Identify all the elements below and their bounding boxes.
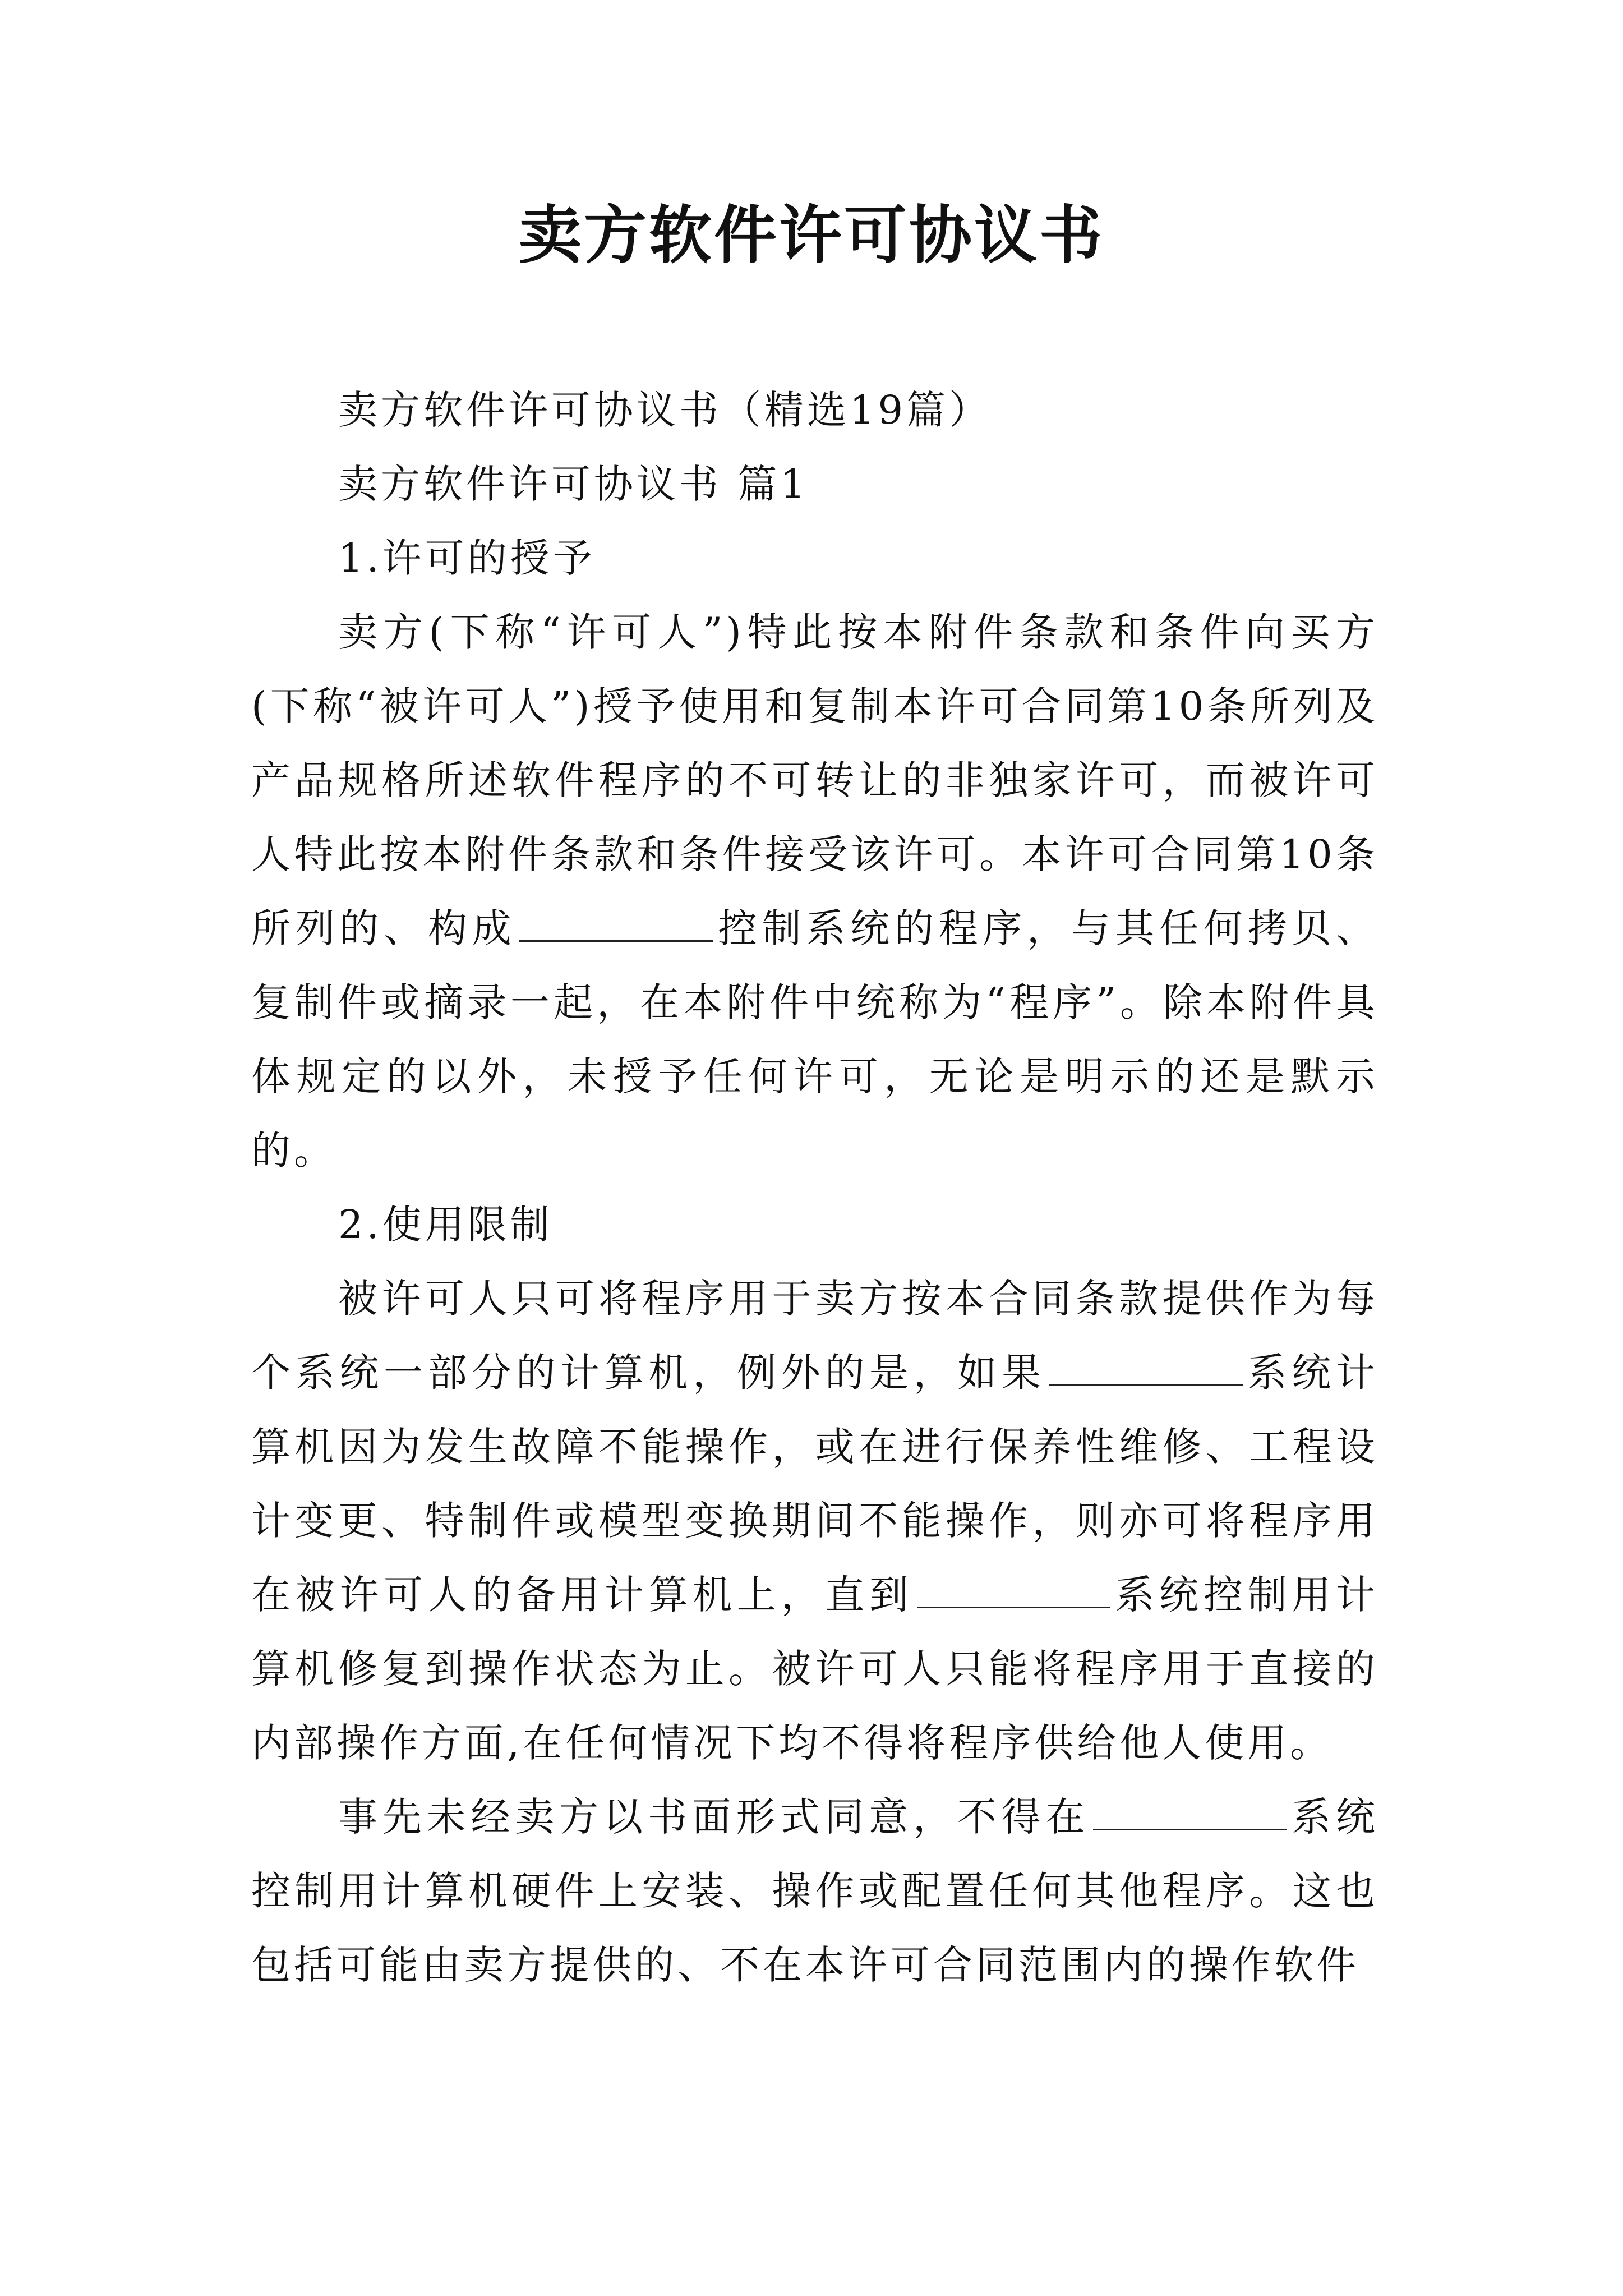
- article-heading: 卖方软件许可协议书 篇1: [338, 461, 809, 507]
- paragraph-restrictions: [251, 1262, 1378, 1780]
- paragraph-consent-part-2: 系统控制用计算机硬件上安装、操作或配置任何其他程序。这也包括可能由卖方提供的、不在本许可合同范围内的操作软件: [251, 1794, 1379, 1988]
- fill-in-blank: [917, 1567, 1110, 1608]
- paragraph-grant-part-2: 控制系统的程序，与其任何拷贝、复制件或摘录一起，在本附件中统称为“程序”。除本附件具体规定的以外，未授予任何许可，无论是明示的还是默示的。: [251, 905, 1379, 1174]
- collection-heading: 卖方软件许可协议书（精选19篇）: [338, 387, 992, 433]
- section-heading-1: 1.许可的授予: [338, 535, 596, 581]
- paragraph-restrictions-part-2: 系统计算机因为发生故障不能操作，或在进行保养性维修、工程设计变更、特制件或模型变换期间不能操作，则亦可将程序用在被许可人的备用计算机上，直到: [251, 1350, 1379, 1618]
- paragraph-consent-part-1: 事先未经卖方以书面形式同意，不得在: [338, 1794, 1090, 1840]
- document-body: [251, 373, 1378, 2002]
- fill-in-blank: [519, 901, 713, 942]
- paragraph-restrictions-part-3: 系统控制用计算机修复到操作状态为止。被许可人只能将程序用于直接的内部操作方面,在任何情况下均不得将程序供给他人使用。: [251, 1572, 1379, 1766]
- paragraph-grant: [251, 595, 1378, 1188]
- section-heading-2: 2.使用限制: [338, 1202, 553, 1248]
- fill-in-blank: [1049, 1345, 1243, 1386]
- fill-in-blank: [1093, 1789, 1287, 1830]
- paragraph-restrictions-part-1: 被许可人只可将程序用于卖方按本合同条款提供作为每个系统一部分的计算机，例外的是，如果: [251, 1276, 1378, 1396]
- paragraph-consent: [251, 1780, 1378, 2002]
- paragraph-grant-part-1: 卖方(下称“许可人”)特此按本附件条款和条件向买方(下称“被许可人”)授予使用和复制本许可合同第10条所列及产品规格所述软件程序的不可转让的非独家许可，而被许可人特此按本附件条款和条件接受该许可。本许可合同第10条所列的、构成: [251, 609, 1378, 951]
- document-title: 卖方软件许可协议书: [519, 199, 1104, 272]
